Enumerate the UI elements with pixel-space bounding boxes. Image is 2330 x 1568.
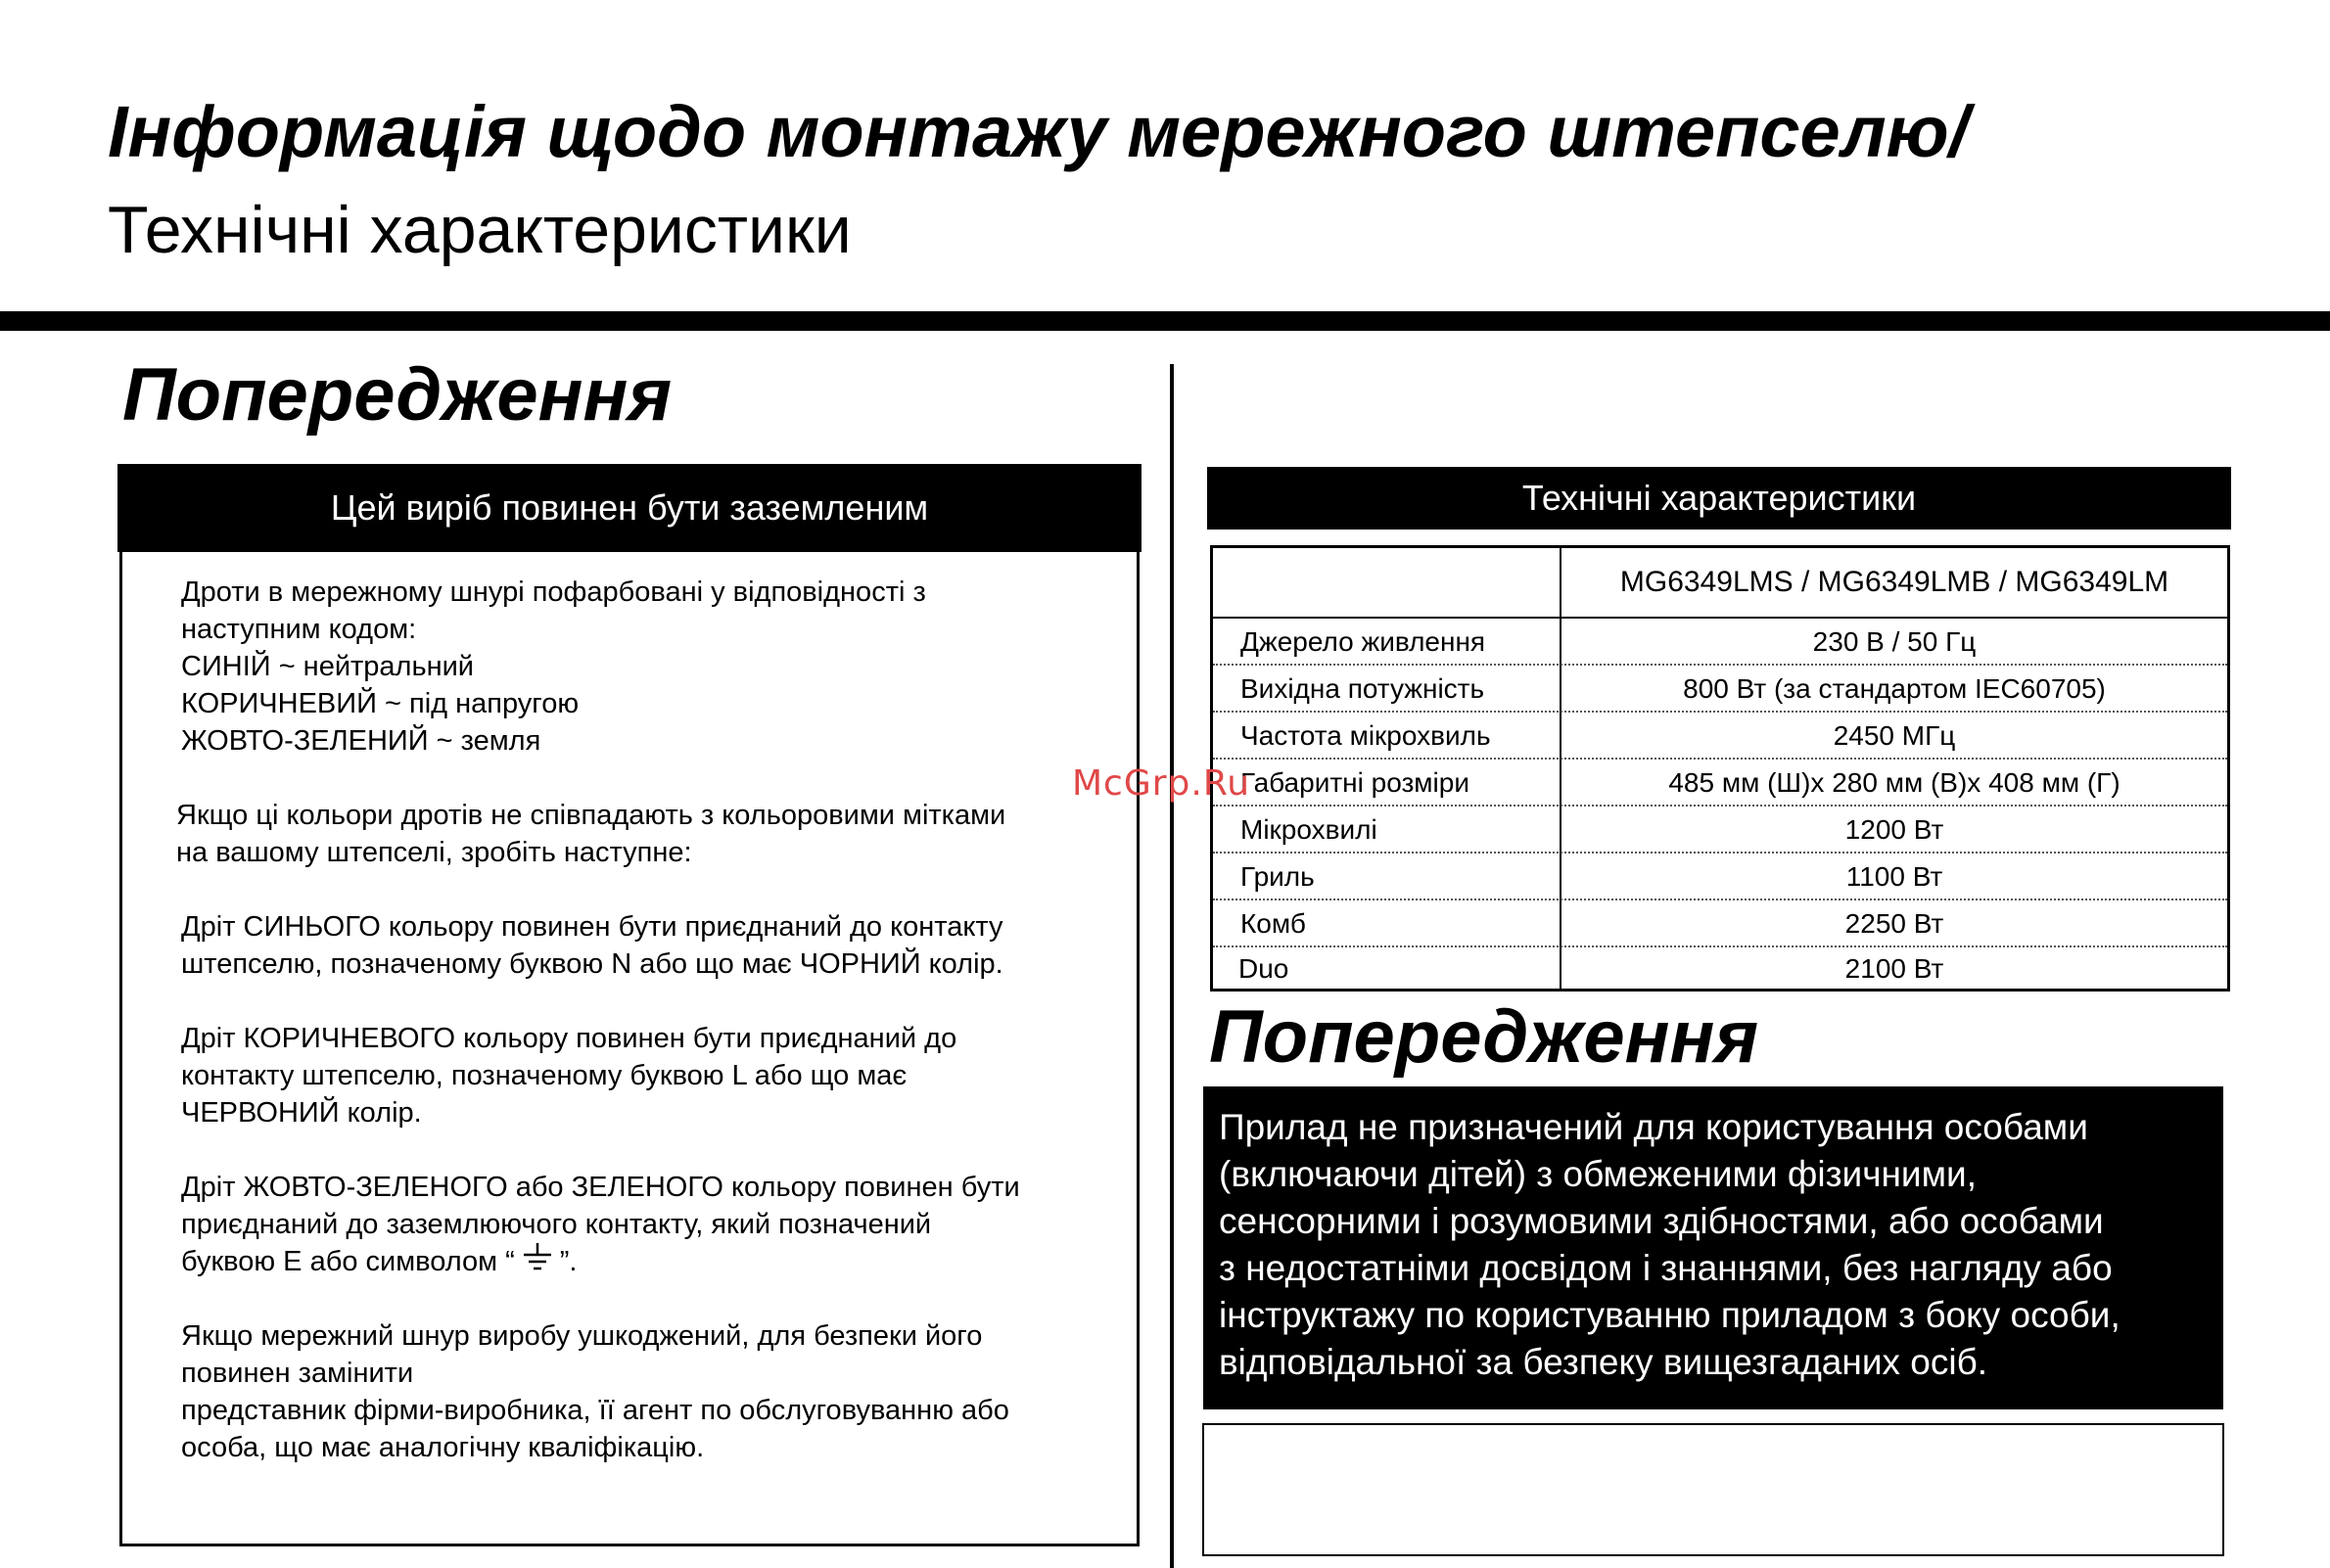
spec-label: Джерело живлення — [1240, 626, 1486, 657]
spec-value: 800 Вт (за стандартом IEC60705) — [1683, 673, 2106, 704]
spec-label: Вихідна потужність — [1240, 673, 1485, 704]
column-divider — [1170, 364, 1174, 1568]
text-line: Дріт КОРИЧНЕВОГО кольору повинен бути приєднаний до — [181, 1023, 957, 1054]
grounding-box-title: Цей виріб повинен бути заземленим — [117, 464, 1142, 552]
specs-title: Технічні характеристики — [1207, 467, 2231, 530]
warning-line: (включаючи дітей) з обмеженими фізичними, — [1219, 1154, 1977, 1194]
page-title: Інформація щодо монтажу мережного штепселю/ — [108, 91, 1970, 172]
table-row — [1213, 945, 2227, 989]
warning-line: сенсорними і розумовими здібностями, або особами — [1219, 1201, 2104, 1241]
warning-line: з недостатніми досвідом і знаннями, без нагляду або — [1219, 1248, 2113, 1288]
table-row — [1213, 619, 2227, 666]
warning-heading-right: Попередження — [1209, 995, 1759, 1079]
spec-label: Мікрохвилі — [1240, 814, 1377, 845]
warning-line: інструктажу по користуванню приладом з боку особи, — [1219, 1295, 2120, 1335]
text-line: штепселю, позначеному буквою N або що має ЧОРНИЙ колір. — [181, 948, 1003, 980]
text-line: Дроти в мережному шнурі пофарбовані у відповідності з — [181, 576, 926, 608]
spec-value: 1200 Вт — [1844, 814, 1944, 845]
spec-label: Габаритні розміри — [1240, 767, 1469, 798]
empty-box — [1202, 1423, 2224, 1556]
text-line: представник фірми-виробника, її агент по обслуговуванню або — [181, 1395, 1009, 1426]
damaged-cord-paragraph — [181, 1317, 1009, 1466]
watermark: McGrp.Ru — [1072, 763, 1251, 804]
text-line: приєднаний до заземлюючого контакту, який позначений — [181, 1209, 932, 1240]
warning-line: Прилад не призначений для користування особами — [1219, 1107, 2088, 1147]
table-row — [1213, 666, 2227, 713]
spec-label: Гриль — [1240, 861, 1315, 892]
ground-icon — [521, 1243, 554, 1282]
spec-value: 2250 Вт — [1844, 908, 1944, 939]
text-line: Якщо ці кольори дротів не співпадають з кольоровими мітками — [176, 800, 1006, 831]
spec-value: 1100 Вт — [1845, 861, 1943, 892]
spec-value: 2450 МГц — [1833, 720, 1956, 751]
text-line: особа, що має аналогічну кваліфікацію. — [181, 1432, 705, 1463]
text-line: повинен замінити — [181, 1358, 414, 1389]
spec-label: Duo — [1238, 953, 1289, 984]
text-line: Дріт ЖОВТО-ЗЕЛЕНОГО або ЗЕЛЕНОГО кольору повинен бути — [181, 1172, 1020, 1203]
spec-label: Частота мікрохвиль — [1240, 720, 1491, 751]
mismatch-paragraph — [176, 797, 1005, 871]
text-line: ЖОВТО-ЗЕЛЕНИЙ ~ земля — [181, 725, 541, 757]
text-line: наступним кодом: — [181, 614, 417, 645]
text-line: СИНІЙ ~ нейтральний — [181, 651, 475, 682]
table-row — [1213, 807, 2227, 853]
text-line: КОРИЧНЕВИЙ ~ під напругою — [181, 688, 580, 719]
specs-table — [1210, 545, 2230, 992]
header-rule — [0, 311, 2330, 331]
text-line: Якщо мережний шнур виробу ушкоджений, для безпеки його — [181, 1320, 983, 1352]
text-fragment: буквою E або символом “ — [181, 1246, 515, 1277]
text-line — [181, 1243, 1020, 1282]
table-row — [1213, 853, 2227, 900]
page-subtitle: Технічні характеристики — [108, 193, 852, 267]
text-line: ЧЕРВОНИЙ колір. — [181, 1097, 422, 1129]
table-row — [1213, 713, 2227, 760]
warning-line: відповідальної за безпеку вищезгаданих осіб. — [1219, 1342, 1988, 1382]
text-fragment: ”. — [559, 1246, 578, 1277]
grounding-instructions-box — [119, 552, 1140, 1546]
wire-color-code-paragraph — [181, 574, 926, 760]
spec-label: Комб — [1240, 908, 1306, 939]
text-line: контакту штепселю, позначеному буквою L або що має — [181, 1060, 908, 1091]
warning-box — [1203, 1086, 2223, 1409]
blue-wire-paragraph — [181, 908, 1003, 983]
model-numbers: MG6349LMS / MG6349LMB / MG6349LM — [1619, 566, 2169, 598]
spec-value: 2100 Вт — [1844, 953, 1944, 984]
table-row — [1213, 760, 2227, 807]
warning-heading-left: Попередження — [122, 353, 673, 437]
text-line: Дріт СИНЬОГО кольору повинен бути приєднаний до контакту — [181, 911, 1003, 943]
spec-value: 230 В / 50 Гц — [1812, 626, 1977, 657]
brown-wire-paragraph — [181, 1020, 956, 1131]
table-row — [1213, 900, 2227, 947]
green-wire-paragraph — [181, 1169, 1020, 1282]
text-line: на вашому штепселі, зробіть наступне: — [176, 837, 692, 868]
spec-value: 485 мм (Ш)х 280 мм (В)х 408 мм (Г) — [1668, 767, 2120, 798]
